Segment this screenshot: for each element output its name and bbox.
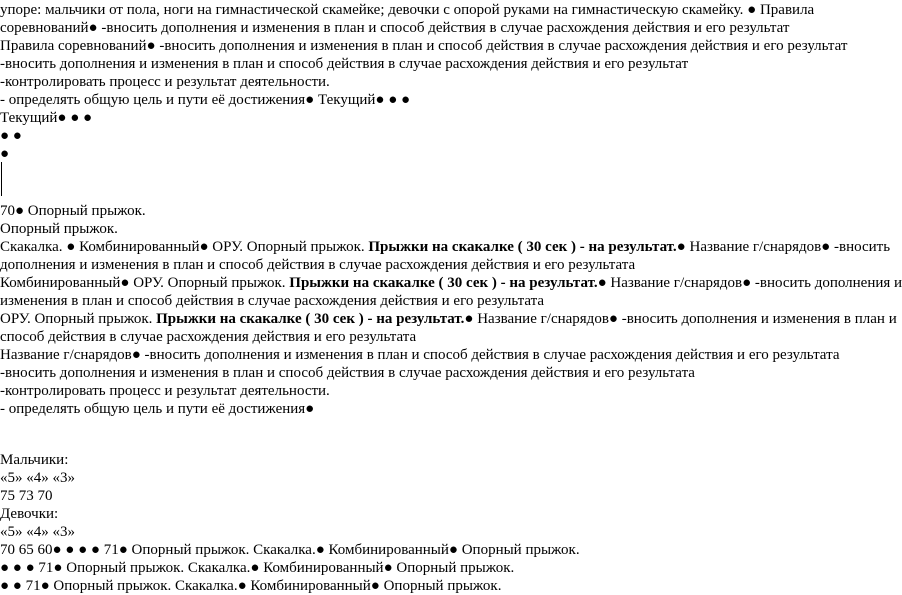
text-line: - определять общую цель и пути её достижения● — [0, 401, 315, 417]
boys-heading: Мальчики: — [0, 452, 69, 468]
text-line: Комбинированный● ОРУ. Опорный прыжок. Прыжки на скакалке ( 30 сек ) - на результат.● Название г/снарядов● -вносить дополнения и — [0, 275, 902, 291]
text-line: соревнований● -вносить дополнения и изменения в план и способ действия в случае расхождения действия и его результат — [0, 20, 790, 36]
text-line: -контролировать процесс и результат деятельности. — [0, 383, 330, 399]
text-line: способ действия в случае расхождения действия и его результата — [0, 329, 417, 345]
text-line: ● ● — [0, 128, 22, 144]
text-line: изменения в план и способ действия в случае расхождения действия и его результата — [0, 293, 545, 309]
text-line: Опорный прыжок. — [0, 221, 118, 237]
text-line: ● ● ● 71● Опорный прыжок. Скакалка.● Комбинированный● Опорный прыжок. — [0, 560, 515, 576]
text-line: 70● Опорный прыжок. — [0, 203, 146, 219]
text-line: -вносить дополнения и изменения в план и способ действия в случае расхождения действия и его результат — [0, 56, 689, 72]
text-line: ● — [0, 146, 10, 162]
text-line: - определять общую цель и пути её достижения● Текущий● ● ● — [0, 92, 411, 108]
text-line: ● ● 71● Опорный прыжок. Скакалка.● Комбинированный● Опорный прыжок. — [0, 578, 502, 594]
text-line: Текущий● ● ● — [0, 110, 93, 126]
text-line: упоре: мальчики от пола, ноги на гимнастической скамейке; девочки с опорой руками на гимнастическую скамейку. ● Правила — [0, 2, 815, 18]
text-line: Скакалка. ● Комбинированный● ОРУ. Опорный прыжок. Прыжки на скакалке ( 30 сек ) - на результат.● Название г/снарядов● -вносить — [0, 239, 891, 255]
bold-phrase: Прыжки на скакалке ( 30 сек ) - на результат. — [368, 239, 677, 255]
girls-scores: 70 65 60● ● ● ● 71● Опорный прыжок. Скакалка.● Комбинированный● Опорный прыжок. — [0, 542, 580, 558]
text-line: Правила соревнований● -вносить дополнения и изменения в план и способ действия в случае расхождения действия и его результат — [0, 38, 848, 54]
text-line: ОРУ. Опорный прыжок. Прыжки на скакалке ( 30 сек ) - на результат.● Название г/снарядов● -вносить дополнения и изменения в план и — [0, 311, 897, 327]
bold-phrase: Прыжки на скакалке ( 30 сек ) - на результат. — [156, 311, 465, 327]
boys-scores: 75 73 70 — [0, 488, 53, 504]
grade-labels: «5» «4» «3» — [0, 470, 75, 486]
vertical-rule — [1, 162, 2, 196]
text-line: -контролировать процесс и результат деятельности. — [0, 74, 330, 90]
text-line: -вносить дополнения и изменения в план и способ действия в случае расхождения действия и его результата — [0, 365, 695, 381]
grade-labels: «5» «4» «3» — [0, 524, 75, 540]
girls-heading: Девочки: — [0, 506, 59, 522]
text-line: Название г/снарядов● -вносить дополнения и изменения в план и способ действия в случае расхождения действия и его результата — [0, 347, 840, 363]
bold-phrase: Прыжки на скакалке ( 30 сек ) - на результат. — [289, 275, 598, 291]
text-line: дополнения и изменения в план и способ действия в случае расхождения действия и его результата — [0, 257, 636, 273]
